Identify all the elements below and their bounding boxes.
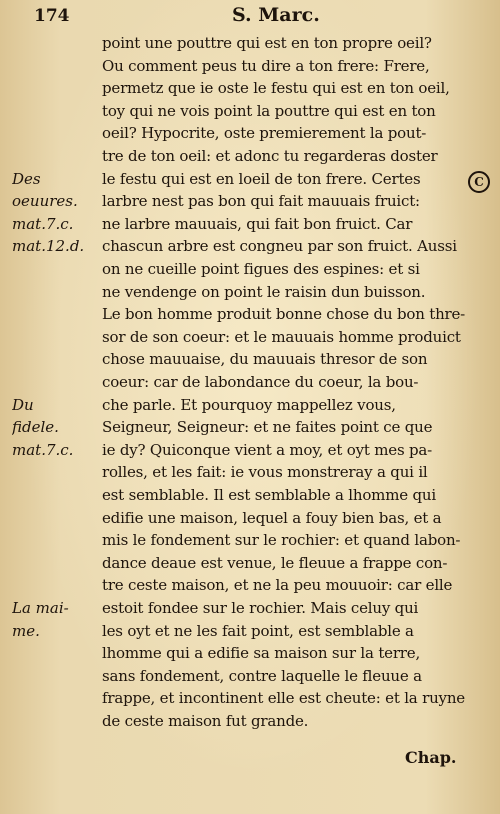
running-title: S. Marc. — [232, 4, 320, 26]
text-line: frappe, et incontinent elle est cheute: et la ruyne — [102, 689, 465, 708]
folio-number: 174 — [34, 6, 70, 26]
text-line: edifie une maison, lequel a fouy bien bas, et a — [102, 508, 442, 527]
margin-note: mat.7.c. — [12, 214, 74, 233]
margin-note: mat.7.c. — [12, 440, 74, 459]
text-line: sor de son coeur: et le mauuais homme produict — [102, 327, 461, 346]
text-line: ne vendenge on point le raisin dun buisson. — [102, 282, 426, 301]
text-line: mis le fondement sur le rochier: et quand labon- — [102, 531, 461, 550]
text-line: chascun arbre est congneu par son fruict. Aussi — [102, 237, 457, 256]
margin-note: fidele. — [12, 418, 59, 437]
margin-note: La mai- — [12, 599, 69, 617]
text-line: Le bon homme produit bonne chose du bon thre- — [102, 305, 466, 324]
margin-note: Des — [12, 169, 41, 188]
text-line: Ou comment peus tu dire a ton frere: Frere, — [102, 56, 430, 75]
text-line: rolles, et les fait: ie vous monstreray a qui il — [102, 463, 428, 482]
text-line: permetz que ie oste le festu qui est en ton oeil, — [102, 79, 450, 98]
margin-note: oeuures. — [12, 192, 78, 211]
text-line: les oyt et ne les fait point, est semblable a — [102, 621, 414, 640]
text-line: ie dy? Quiconque vient a moy, et oyt mes pa- — [102, 440, 433, 459]
text-line: point une pouttre qui est en ton propre oeil? — [102, 34, 432, 52]
page-header — [0, 4, 500, 30]
text-line: toy qui ne vois point la pouttre qui est en ton — [102, 101, 436, 120]
margin-note: mat.12.d. — [12, 237, 85, 256]
text-line: larbre nest pas bon qui fait mauuais fruict: — [102, 192, 420, 211]
text-line: est semblable. Il est semblable a lhomme qui — [102, 486, 436, 504]
text-line: lhomme qui a edifie sa maison sur la terre, — [102, 644, 421, 663]
text-line: on ne cueille point figues des espines: et si — [102, 260, 420, 278]
catchword: Chap. — [405, 748, 457, 767]
text-line: chose mauuaise, du mauuais thresor de son — [102, 350, 428, 369]
text-line: estoit fondee sur le rochier. Mais celuy qui — [102, 599, 419, 617]
text-line: ne larbre mauuais, qui fait bon fruict. Car — [102, 214, 413, 233]
text-line: dance deaue est venue, le fleuue a frappe con- — [102, 553, 448, 572]
paragraph-ornament: C — [468, 171, 490, 193]
text-line: oeil? Hypocrite, oste premierement la pout- — [102, 124, 427, 143]
margin-note: Du — [12, 395, 34, 414]
text-line: coeur: car de labondance du coeur, la bou- — [102, 373, 419, 391]
text-line: le festu qui est en loeil de ton frere. Certes — [102, 169, 421, 188]
margin-note: me. — [12, 621, 40, 640]
text-line: sans fondement, contre laquelle le fleuue a — [102, 666, 422, 685]
text-line: tre de ton oeil: et adonc tu regarderas doster — [102, 147, 438, 165]
text-line: Seigneur, Seigneur: et ne faites point ce que — [102, 418, 433, 437]
text-line: de ceste maison fut grande. — [102, 712, 309, 730]
text-line: tre ceste maison, et ne la peu mouuoir: car elle — [102, 576, 453, 595]
text-line: che parle. Et pourquoy mappellez vous, — [102, 395, 396, 414]
